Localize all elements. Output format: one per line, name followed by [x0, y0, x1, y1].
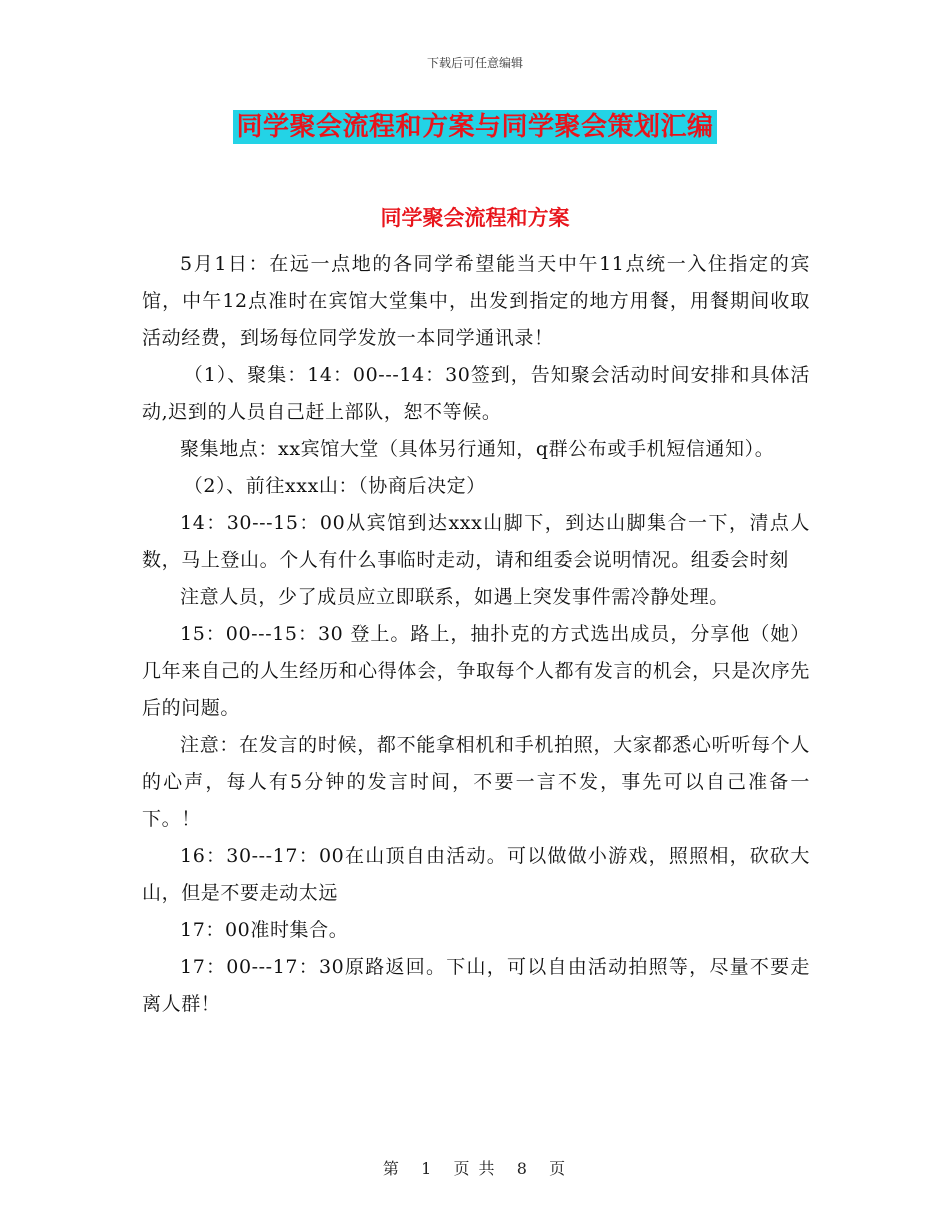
page-label-prefix: 第 [382, 1159, 401, 1178]
paragraph: 聚集地点：xx宾馆大堂（具体另行通知，q群公布或手机短信通知）。 [180, 438, 775, 460]
paragraph: （1）、聚集：14：00---14：30签到，告知聚会活动时间安排和具体活动,迟到的人员自己赶上部队，恕不等候。 [142, 364, 810, 423]
page-label-mid: 页 共 [453, 1159, 497, 1178]
section-title: 同学聚会流程和方案 [380, 205, 570, 230]
paragraph: 注意：在发言的时候，都不能拿相机和手机拍照，大家都悉心听听每个人的心声，每人有5分钟的发言时间，不要一言不发，事先可以自己准备一下。！ [142, 734, 810, 830]
page-label-suffix: 页 [549, 1159, 568, 1178]
main-title-container [0, 110, 950, 144]
main-title: 同学聚会流程和方案与同学聚会策划汇编 [233, 110, 716, 144]
paragraph: 17：00---17：30原路返回。下山，可以自由活动拍照等，尽量不要走离人群！ [142, 956, 810, 1015]
paragraph: 14：30---15：00从宾馆到达xxx山脚下，到达山脚集合一下，清点人数，马上登山。个人有什么事临时走动，请和组委会说明情况。组委会时刻 [142, 512, 810, 571]
paragraph: 15：00---15：30 登上。路上，抽扑克的方式选出成员，分享他（她）几年来自己的人生经历和心得体会，争取每个人都有发言的机会，只是次序先后的问题。 [142, 623, 810, 719]
page-total: 8 [516, 1159, 529, 1178]
header-note: 下载后可任意编辑 [426, 56, 523, 70]
paragraph: （2）、前往xxx山：（协商后决定） [183, 475, 486, 497]
document-body [142, 246, 810, 1023]
paragraph: 16：30---17：00在山顶自由活动。可以做做小游戏，照照相，砍砍大山，但是不要走动太远 [142, 845, 810, 904]
page-footer [0, 1156, 950, 1179]
page-number: 1 [421, 1159, 434, 1178]
paragraph: 注意人员，少了成员应立即联系，如遇上突发事件需冷静处理。 [180, 586, 729, 608]
paragraph: 5月1日：在远一点地的各同学希望能当天中午11点统一入住指定的宾馆，中午12点准时在宾馆大堂集中，出发到指定的地方用餐，用餐期间收取活动经费，到场每位同学发放一本同学通讯录！ [142, 253, 810, 349]
paragraph: 17：00准时集合。 [180, 919, 349, 941]
